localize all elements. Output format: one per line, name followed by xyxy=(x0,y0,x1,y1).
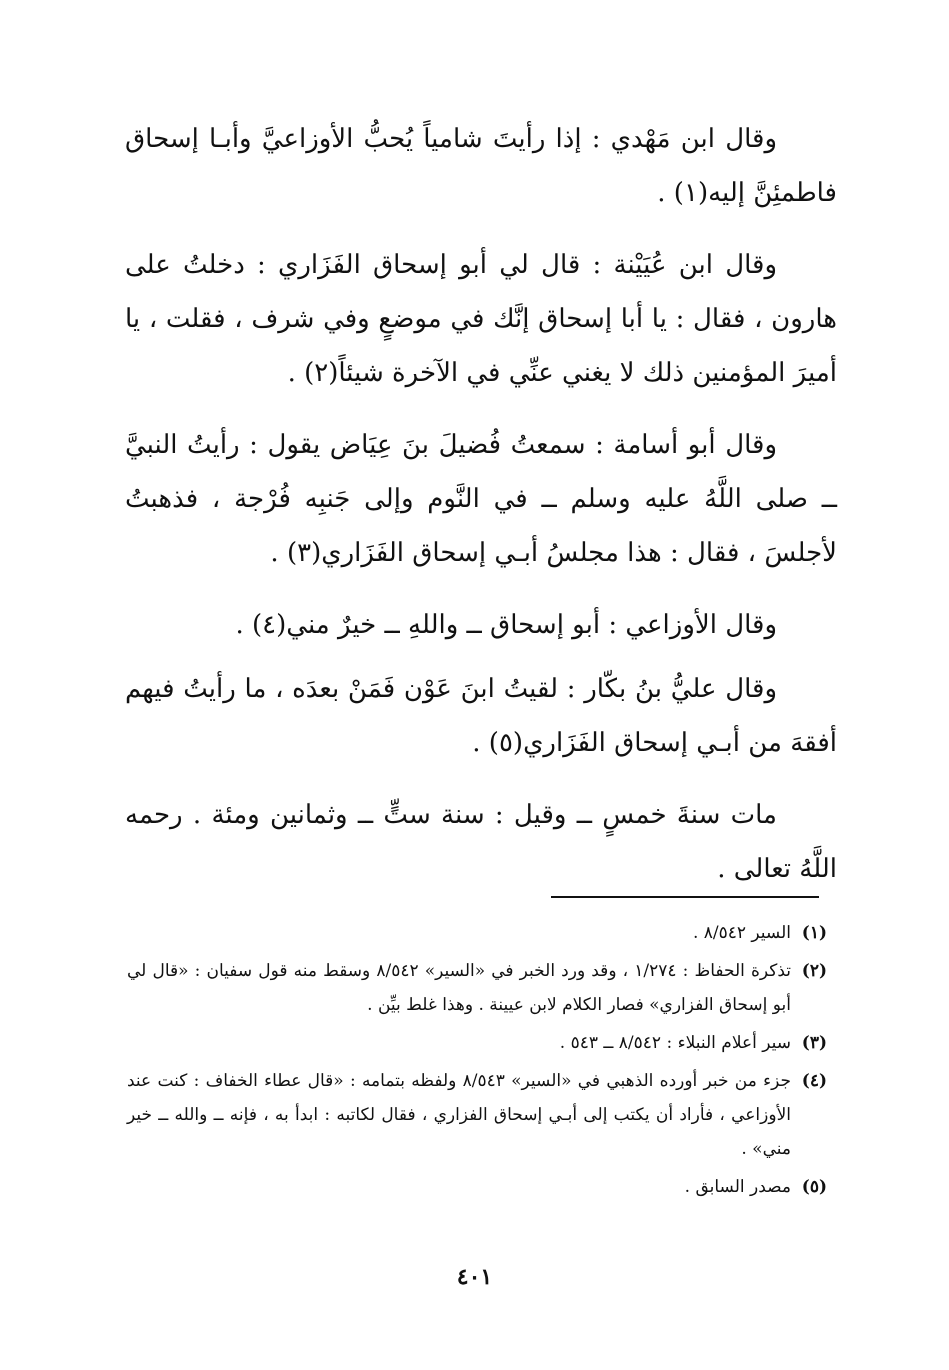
footnote-number: (٤) xyxy=(801,1071,827,1091)
page-number: ٤٠١ xyxy=(456,1264,493,1290)
footnote xyxy=(127,954,827,1022)
footnote xyxy=(127,1026,827,1060)
footnote xyxy=(127,916,827,950)
footnote-number: (١) xyxy=(801,923,827,943)
footnote-number: (٢) xyxy=(801,961,827,981)
footnote-text: السير ٨/٥٤٢ . xyxy=(692,923,791,943)
footnotes xyxy=(127,916,827,1208)
paragraph: وقال عليُّ بنُ بكّار : لقيتُ ابنَ عَوْن فَمَنْ بعدَه ، ما رأيتُ فيهم أفقهَ من أبـي إسحاق الفَزَاري(٥) . xyxy=(125,674,837,758)
paragraph: وقال الأوزاعي : أبو إسحاق ــ واللهِ ــ خيرٌ مني(٤) . xyxy=(235,610,777,640)
footnote-text: تذكرة الحفاظ : ١/٢٧٤ ، وقد ورد الخبر في «السير» ٨/٥٤٢ وسقط منه قول سفيان : «قال لي أبو إسحاق الفزاري» فصار الكلام لابن عيينة . وهذا غلط بيِّن . xyxy=(127,961,791,1015)
footnote-number: (٥) xyxy=(801,1177,827,1197)
paragraph: مات سنةَ خمسٍ ــ وقيل : سنة ستٍّ ــ وثمانين ومئة . رحمه اللَّهُ تعالى . xyxy=(125,800,837,884)
main-text xyxy=(125,112,837,914)
footnote-text: سير أعلام النبلاء : ٨/٥٤٢ ــ ٥٤٣ . xyxy=(559,1033,791,1053)
paragraph: وقال ابن عُيَيْنة : قال لي أبو إسحاق الفَزَاري : دخلتُ على هارون ، فقال : يا أبا إسحاق إنَّك في موضعٍ وفي شرف ، فقلت ، يا أميرَ المؤمنين ذلك لا يغني عنِّي في الآخرة شيئاً(٢) . xyxy=(125,250,837,388)
footnote xyxy=(127,1170,827,1204)
paragraph: وقال أبو أسامة : سمعتُ فُضيلَ بنَ عِيَاض يقول : رأيتُ النبيَّ ــ صلى اللَّهُ عليه وسلم ــ في النَّوم وإلى جَنبِه فُرْجة ، فذهبتُ لأجلسَ ، فقال : هذا مجلسُ أبـي إسحاق الفَزَاري(٣) . xyxy=(125,430,837,568)
footnote xyxy=(127,1064,827,1166)
paragraph: وقال ابن مَهْدي : إذا رأيتَ شامياً يُحبُّ الأوزاعيَّ وأبـا إسحاق فاطمئِنَّ إليه(١) . xyxy=(125,124,837,208)
footnote-divider xyxy=(551,896,819,898)
footnote-text: مصدر السابق . xyxy=(684,1177,791,1197)
footnote-text: جزء من خبر أورده الذهبي في «السير» ٨/٥٤٣ ولفظه بتمامه : «قال عطاء الخفاف : كنت عند الأوزاعي ، فأراد أن يكتب إلى أبـي إسحاق الفزاري ، فقال لكاتبه : ابدأ به ، فإنه ــ والله ــ خير مني» . xyxy=(127,1071,791,1159)
footnote-number: (٣) xyxy=(801,1033,827,1053)
